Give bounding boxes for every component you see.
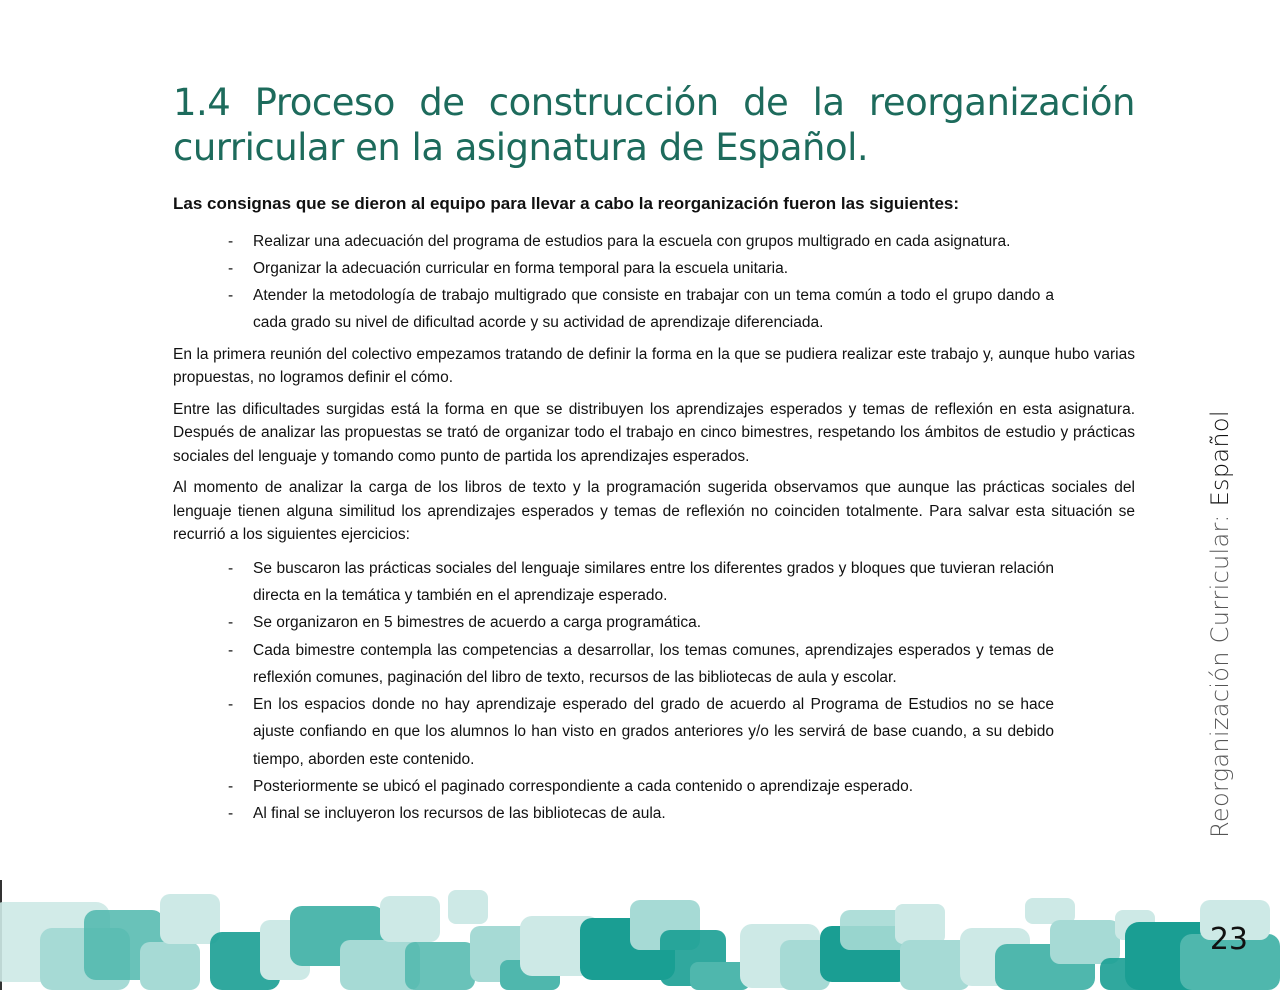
list-item: - Cada bimestre contempla las competencias a desarrollar, los temas comunes, aprendizajes esperados y temas de reflexión comunes, paginación del libro de texto, recursos de las bibliotecas de aula y escolar. <box>228 637 1054 692</box>
bullet-dash: - <box>228 641 234 659</box>
ejercicios-list <box>228 555 1054 828</box>
intro-text: Las consignas que se dieron al equipo para llevar a cabo la reorganización fueron las siguientes: <box>173 194 960 213</box>
list-item: - Se buscaron las prácticas sociales del lenguaje similares entre los diferentes grados y bloques que tuvieran relación directa en la temática y también en el aprendizaje esperado. <box>228 555 1054 610</box>
paragraph: Al momento de analizar la carga de los libros de texto y la programación sugerida observamos que aunque las prácticas sociales del lenguaje tienen alguna similitud los aprendizajes esperados y temas de reflexión no coinciden totalmente. Para salvar esta situación se recurrió a los siguientes ejercicios: <box>173 479 1135 544</box>
list-item: - Organizar la adecuación curricular en forma temporal para la escuela unitaria. <box>228 255 1054 282</box>
bullet-dash: - <box>228 696 234 714</box>
bullet-dash: - <box>228 614 234 632</box>
side-label-subject: Español <box>1206 410 1234 507</box>
bullet-dash: - <box>228 259 234 277</box>
list-item: - Realizar una adecuación del programa de estudios para la escuela con grupos multigrado en cada asignatura. <box>228 228 1054 255</box>
list-item: - En los espacios donde no hay aprendizaje esperado del grado de acuerdo al Programa de Estudios no se hace ajuste confiando en que los alumnos lo han visto en grados anteriores y/o les servirá de base cuando, a su debido tiempo, aborden este contenido. <box>228 691 1054 773</box>
vertical-section-label <box>1206 410 1234 838</box>
paragraph: En la primera reunión del colectivo empezamos tratando de definir la forma en la que se pudiera realizar este trabajo y, aunque hubo varias propuestas, no logramos definir el cómo. <box>173 345 1135 387</box>
side-label-prefix: Reorganización Curricular: <box>1206 506 1234 838</box>
list-item: - Atender la metodología de trabajo multigrado que consiste en trabajar con un tema común a todo el grupo dando a cada grado su nivel de dificultad acorde y su actividad de aprendizaje diferenciada. <box>228 282 1054 337</box>
bullet-dash: - <box>228 778 234 796</box>
bullet-dash: - <box>228 287 234 305</box>
bullet-dash: - <box>228 805 234 823</box>
list-item: - Posteriormente se ubicó el paginado correspondiente a cada contenido o aprendizaje esperado. <box>228 773 1054 800</box>
page-number: 23 <box>1209 922 1248 957</box>
bullet-dash: - <box>228 232 234 250</box>
decorative-teal-blocks <box>0 880 1280 990</box>
section-title: 1.4 Proceso de construcción de la reorganización curricular en la asignatura de Español. <box>173 81 1135 169</box>
bullet-dash: - <box>228 559 234 577</box>
paragraph: Entre las dificultades surgidas está la forma en que se distribuyen los aprendizajes esperados y temas de reflexión en esta asignatura. Después de analizar las propuestas se trató de organizar todo el trabajo en cinco bimestres, respetando los ámbitos de estudio y prácticas sociales del lenguaje y tomando como punto de partida los aprendizajes esperados. <box>173 400 1135 465</box>
list-item: - Al final se incluyeron los recursos de las bibliotecas de aula. <box>228 800 1054 827</box>
consignas-list <box>228 228 1054 337</box>
list-item: - Se organizaron en 5 bimestres de acuerdo a carga programática. <box>228 609 1054 636</box>
body-content <box>173 192 1135 834</box>
